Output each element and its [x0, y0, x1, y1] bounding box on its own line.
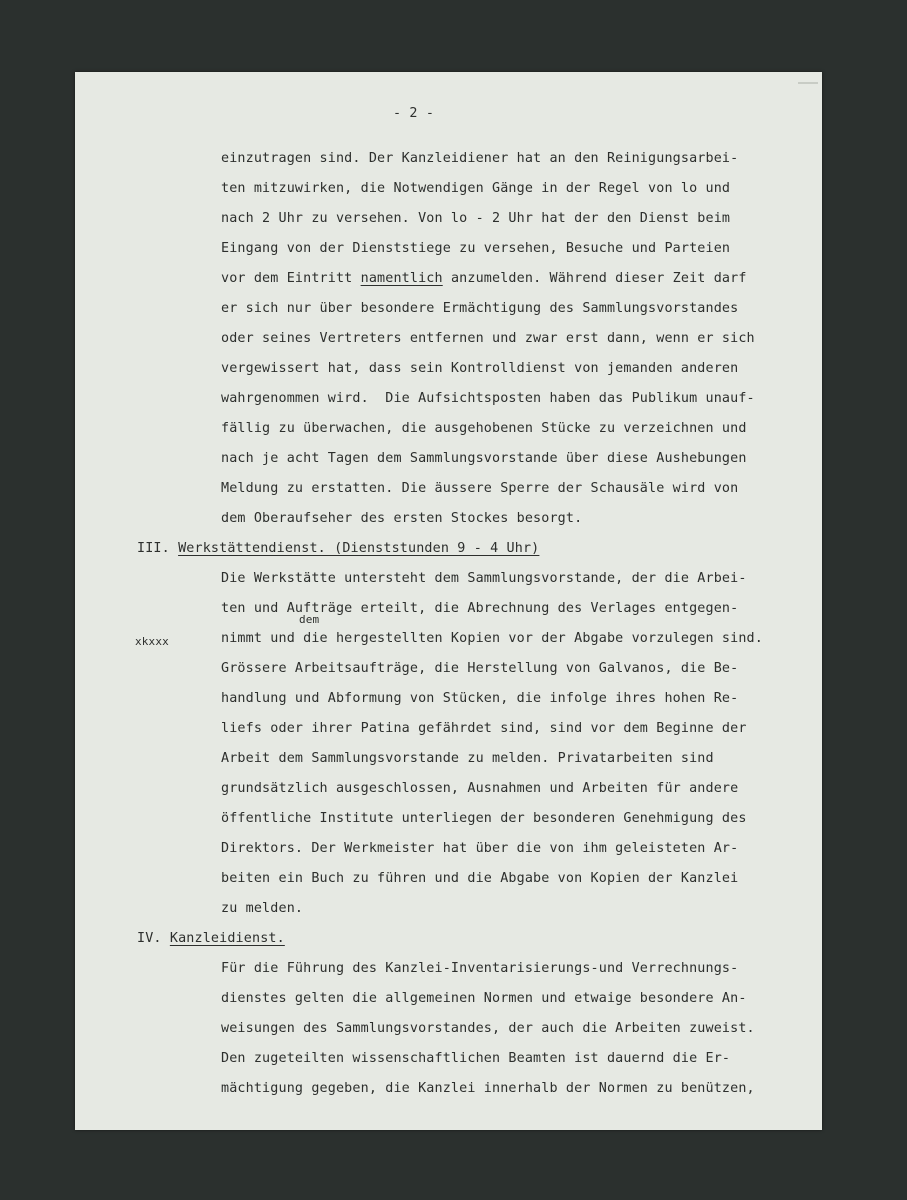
- text-line: weisungen des Sammlungsvorstandes, der auch die Arbeiten zuweist.: [221, 1021, 755, 1036]
- underlined-word: namentlich: [360, 271, 443, 286]
- text-line: einzutragen sind. Der Kanzleidiener hat an den Reinigungsarbei-: [221, 151, 739, 166]
- text-line: Die Werkstätte untersteht dem Sammlungsvorstande, der die Arbei-: [221, 571, 747, 586]
- text-line: oder seines Vertreters entfernen und zwar erst dann, wenn er sich: [221, 331, 755, 346]
- text-line: Eingang von der Dienststiege zu versehen, Besuche und Parteien: [221, 241, 731, 256]
- text-line: öffentliche Institute unterliegen der besonderen Genehmigung des: [221, 811, 747, 826]
- text-line: mächtigung gegeben, die Kanzlei innerhalb der Normen zu benützen,: [221, 1081, 755, 1096]
- text-line: handlung und Abformung von Stücken, die infolge ihres hohen Re-: [221, 691, 739, 706]
- handwritten-insertion: dem: [299, 613, 320, 626]
- text-line: Arbeit dem Sammlungsvorstande zu melden. Privatarbeiten sind: [221, 751, 714, 766]
- text-line: Den zugeteilten wissenschaftlichen Beamten ist dauernd die Er-: [221, 1051, 731, 1066]
- section-heading-iii: [137, 541, 539, 556]
- text-line: vergewissert hat, dass sein Kontrolldienst von jemanden anderen: [221, 361, 739, 376]
- text-line: wahrgenommen wird. Die Aufsichtsposten haben das Publikum unauf-: [221, 391, 755, 406]
- text-line: vor dem Eintritt namentlich anzumelden. Während dieser Zeit darf: [221, 271, 747, 286]
- document-page: [75, 72, 822, 1130]
- text-line: dienstes gelten die allgemeinen Normen und etwaige besondere An-: [221, 991, 747, 1006]
- page-number: - 2 -: [393, 106, 435, 121]
- section-numeral: III.: [137, 541, 170, 556]
- margin-strikeout: xkxxx: [135, 635, 169, 648]
- text-line: Grössere Arbeitsaufträge, die Herstellung von Galvanos, die Be-: [221, 661, 739, 676]
- text-line: grundsätzlich ausgeschlossen, Ausnahmen und Arbeiten für andere: [221, 781, 739, 796]
- text-line: ten mitzuwirken, die Notwendigen Gänge in der Regel von lo und: [221, 181, 731, 196]
- section-title: Werkstättendienst. (Dienststunden 9 - 4 Uhr): [178, 541, 540, 556]
- text-line: beiten ein Buch zu führen und die Abgabe von Kopien der Kanzlei: [221, 871, 739, 886]
- text-line: nimmt und die hergestellten Kopien vor der Abgabe vorzulegen sind.: [221, 631, 763, 646]
- text-line: Für die Führung des Kanzlei-Inventarisierungs-und Verrechnungs-: [221, 961, 739, 976]
- text-line: fällig zu überwachen, die ausgehobenen Stücke zu verzeichnen und: [221, 421, 747, 436]
- text-line: nach je acht Tagen dem Sammlungsvorstande über diese Aushebungen: [221, 451, 747, 466]
- section-heading-iv: [137, 931, 285, 946]
- text-line: zu melden.: [221, 901, 304, 916]
- text-line: nach 2 Uhr zu versehen. Von lo - 2 Uhr hat der den Dienst beim: [221, 211, 731, 226]
- text-line: liefs oder ihrer Patina gefährdet sind, sind vor dem Beginne der: [221, 721, 747, 736]
- text-line: Meldung zu erstatten. Die äussere Sperre der Schausäle wird von: [221, 481, 739, 496]
- text-line: Direktors. Der Werkmeister hat über die von ihm geleisteten Ar-: [221, 841, 739, 856]
- text-line: ten und Aufträge erteilt, die Abrechnung des Verlages entgegen-: [221, 601, 739, 616]
- section-title: Kanzleidienst.: [169, 931, 285, 946]
- text-line: dem Oberaufseher des ersten Stockes besorgt.: [221, 511, 583, 526]
- text-line: er sich nur über besondere Ermächtigung des Sammlungsvorstandes: [221, 301, 739, 316]
- section-numeral: IV.: [137, 931, 162, 946]
- page-corner-mark: [798, 82, 818, 84]
